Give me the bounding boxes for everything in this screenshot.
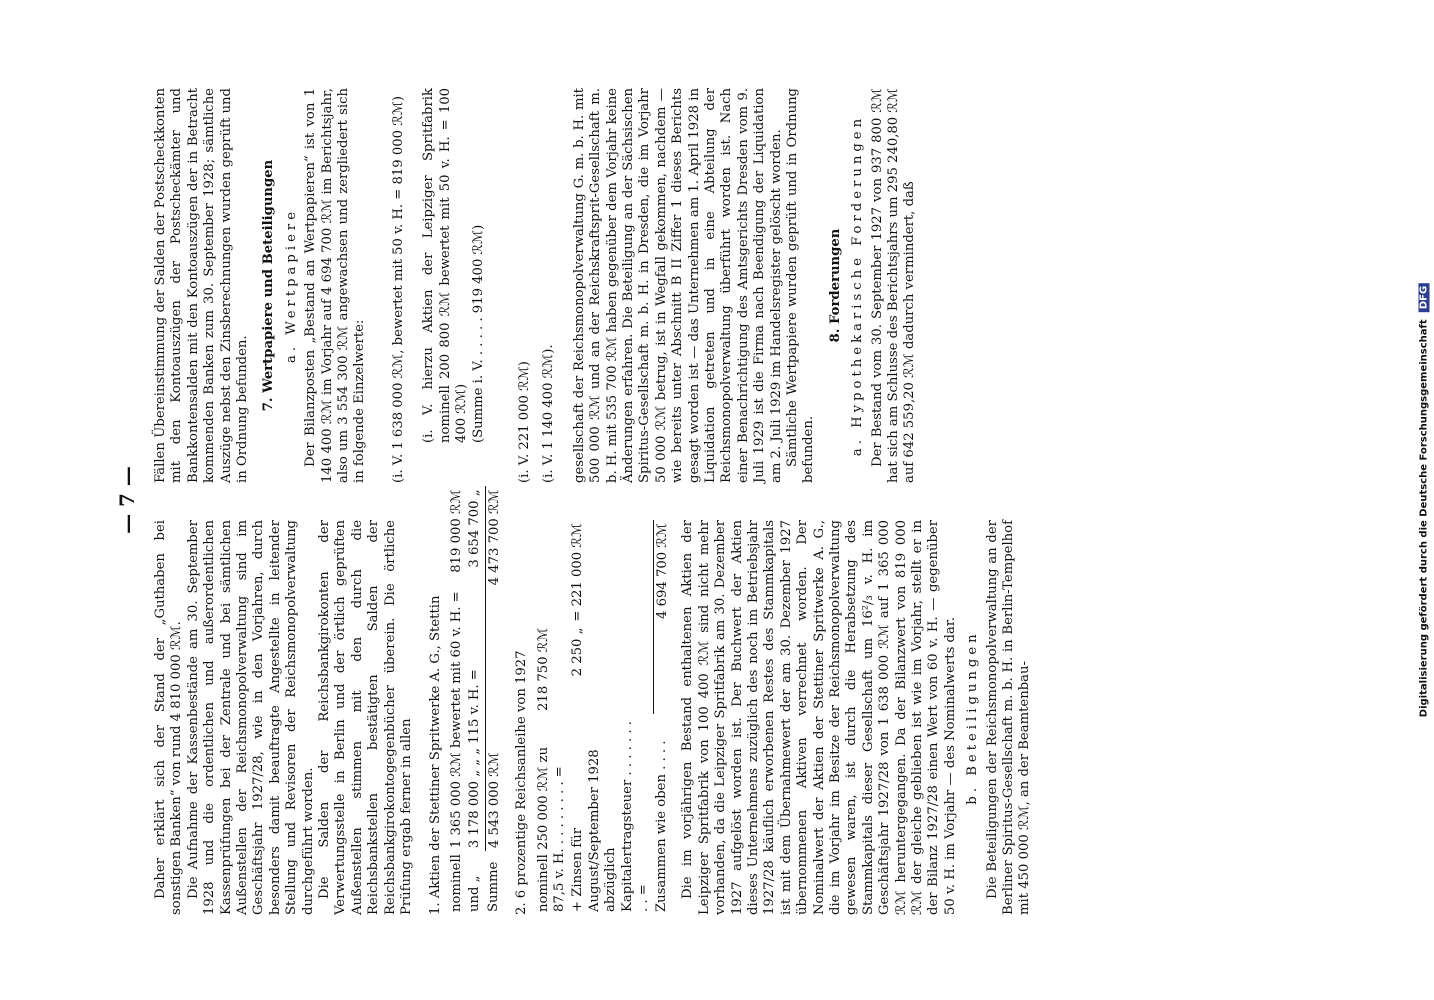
digitization-stamp [1416, 10, 1432, 990]
page-number: — 7 — [115, 466, 139, 534]
table-row [466, 486, 485, 915]
paragraph: gesellschaft der Reichsmonopolverwaltung G. m. b. H. mit 500 000 ℛℳ und an der Reichskraftsprit-Gesellschaft m. b. H. mit 535 700 ℛℳ haben gegenüber dem Vorjahr keine Änderungen erfahren. Die Beteiligung an der Sächsischen Spiritus-Gesellschaft m. b. H. in Dresden, die im Vorjahr 50 000 ℛℳ betrug, ist in Wegfall gekommen, nachdem — wie bereits unter Abschnitt B II Ziffer 1 dieses Berichts gesagt worden ist — das Unternehmen am 1. April 1928 in Liquidation getreten und in eine Abteilung der Reichsmonopolverwaltung überführt worden ist. Nach einer Benachrichtigung des Amtsgerichts Dresden vom 9. Juli 1929 ist die Firma nach Beendigung der Liquidation am 2. Juli 1929 im Handelsregister gelöscht worden. [571, 88, 784, 483]
paragraph: Sämtliche Wertpapiere wurden geprüft und in Ordnung befunden. [785, 88, 817, 483]
section-subheading: a. Wertpapiere [283, 208, 299, 364]
stamp-text-wrap [1419, 283, 1430, 717]
previous-year-note: (i. V. hierzu Aktien der Leipziger Spritfabrik nominell 200 800 ℛℳ bewertet mit 50 v. H. = 100 400 ℛℳ) [421, 88, 470, 443]
previous-year-note: (i. V. 1 140 400 ℛℳ). [541, 344, 557, 483]
table-cell: und „ [467, 875, 483, 912]
document-page [115, 85, 1307, 915]
table-row [448, 486, 466, 915]
table-cell [653, 625, 672, 714]
paragraph: Der Bestand vom 30. September 1927 von 937 800 ℛℳ hat sich am Schlusse des Berichtsjahrs um 295 240,80 ℛℳ auf 642 559,20 ℛℳ dadurch vermindert, daß [869, 87, 918, 483]
table-cell: 3 178 000 „ „ „ 115 v. H. = [466, 588, 485, 851]
rotated-page [115, 85, 1307, 915]
table-cell: 218 750 ℛℳ [535, 627, 551, 711]
left-column [153, 489, 1034, 915]
table-cell: Summe [486, 861, 502, 912]
paragraph: Daher erklärt sich der Stand der „Guthaben bei sonstigen Banken“ von rund 4 810 000 ℛℳ. [153, 520, 185, 915]
table-cell: nominell 250 000 ℛℳ zu 87,5 v. H. . . . . . . . . = [535, 746, 567, 912]
table-cell: = 221 000 ℛℳ [569, 520, 653, 625]
item-2-table [535, 520, 673, 915]
table-cell: nominell [448, 854, 464, 912]
item-1-table [448, 486, 504, 915]
table-cell: 2 250 „ [569, 625, 653, 714]
table-cell [535, 520, 570, 625]
paragraph: Die im vorjährigen Bestand enthaltenen Aktien der Leipziger Spritfabrik von 100 400 ℛℳ sind nicht mehr vorhanden, da die Leipziger Spritfabrik am 30. Dezember 1927 aufgelöst worden ist. Der Buchwert der Aktien dieses Unternehmens zuzüglich des noch im Betriebsjahr 1927/28 käuflich erworbenen Restes des Stammkapitals ist mit dem Übernahmewert der am 30. Dezember 1927 übernommenen Aktiven verrechnet worden. Der Nominalwert der Aktien der Stettiner Spritwerke A. G., die im Vorjahr im Besitze der Reichsmonopolverwaltung gewesen waren, ist durch die Herabsetzung des Stammkapitals dieser Gesellschaft um 16²/₃ v. H. im Geschäftsjahr 1927/28 von 1 638 000 ℛℳ auf 1 365 000 ℛℳ heruntergegangen. Da der Bilanzwert von 819 000 ℛℳ der gleiche geblieben ist wie im Vorjahr, stellt er in der Bilanz 1927/28 einen Wert von 60 v. H. — gegenüber 50 v. H. im Vorjahr — des Nominalwerts dar. [680, 520, 958, 915]
previous-year-note: (i. V. 221 000 ℛℳ) [516, 361, 532, 483]
paragraph: Die Beteiligungen der Reichsmonopolverwaltung an der Berliner Spiritus-Gesellschaft m. b. H. in Berlin-Tempelhof mit 450 000 ℛℳ, an der Beamtenbau- [984, 520, 1033, 915]
paragraph: Die Aufnahme der Kassenbestände am 30. September 1928 und die ordentlichen und außerordentlichen Kassenprüfungen bei der Zentrale und bei sämtlichen Außenstellen der Reichsmonopolverwaltung sind im Geschäftsjahr 1927/28, wie in den Vorjahren, durch besonders damit beauftragte Angestellte in leitender Stellung und Revisoren der Reichsmonopolverwaltung durchgeführt worden. [185, 520, 316, 915]
dfg-logo: DFG [1419, 283, 1430, 312]
table-row [535, 520, 570, 915]
paragraph: Fällen Übereinstimmung der Salden der Postscheckkonten mit den Kontoauszügen der Postscheckämter und Bankkontensalden mit den Kontoauszügen der in Betracht kommenden Banken zum 30. September 1928; sämtliche Auszüge nebst den Zinsberechnungen wurden geprüft und in Ordnung befunden. [153, 88, 251, 483]
table-cell: 819 000 ℛℳ [448, 489, 464, 573]
previous-year-note: (Summe i. V. . . . . . 919 400 ℛℳ) [470, 224, 486, 443]
table-cell: 4 543 000 ℛℳ [486, 752, 502, 849]
table-row [569, 520, 653, 915]
table-cell: + Zinsen für August/September 1928 abzüglich Kapitalertragsteuer . . . . . . . . . = [570, 721, 651, 912]
stamp-text: Digitalisierung gefördert durch die Deutsche Forschungsgemeinschaft [1418, 319, 1430, 718]
table-cell: 4 694 700 ℛℳ [654, 523, 670, 619]
item-1-title: 1. Aktien der Stettiner Spritwerke A. G., Stettin [427, 595, 443, 915]
table-row [653, 520, 672, 915]
section-heading: 8. Forderungen [827, 228, 843, 343]
table-cell: Zusammen wie oben . . . . [654, 740, 670, 912]
table-cell: 1 365 000 ℛℳ bewertet mit 60 v. H. = [448, 591, 464, 849]
table-cell: 3 654 700 „ [466, 486, 485, 588]
item-2-title: 2. 6 prozentige Reichsanleihe von 1927 [514, 650, 530, 915]
right-column [153, 88, 919, 483]
paragraph: Der Bilanzposten „Bestand an Wertpapieren“ ist von 1 140 400 ℛℳ im Vorjahr auf 4 694 700 ℛℳ im Berichtsjahr, also um 3 554 300 ℛℳ angewachsen und zergliedert sich in folgende Einzelwerte: [303, 88, 368, 483]
table-cell: 4 473 700 ℛℳ [486, 489, 502, 586]
table-row [485, 486, 504, 915]
previous-year-note: (i. V. 1 638 000 ℛℳ, bewertet mit 50 v. H. = 819 000 ℛℳ) [390, 96, 406, 483]
section-subheading: a. Hypothekarische Forderungen [850, 114, 866, 457]
section-heading: 7. Wertpapiere und Beteiligungen [261, 159, 277, 412]
paragraph: Die Salden der Reichsbankgirokonten der Verwertungsstelle in Berlin und der örtlich geprüften Außenstellen stimmen mit den durch die Reichsbankstellen bestätigten Salden der Reichsbankgirokontogegenbücher überein. Die örtliche Prüfung ergab ferner in allen [317, 520, 415, 915]
section-subheading: b. Beteiligungen [965, 630, 981, 805]
